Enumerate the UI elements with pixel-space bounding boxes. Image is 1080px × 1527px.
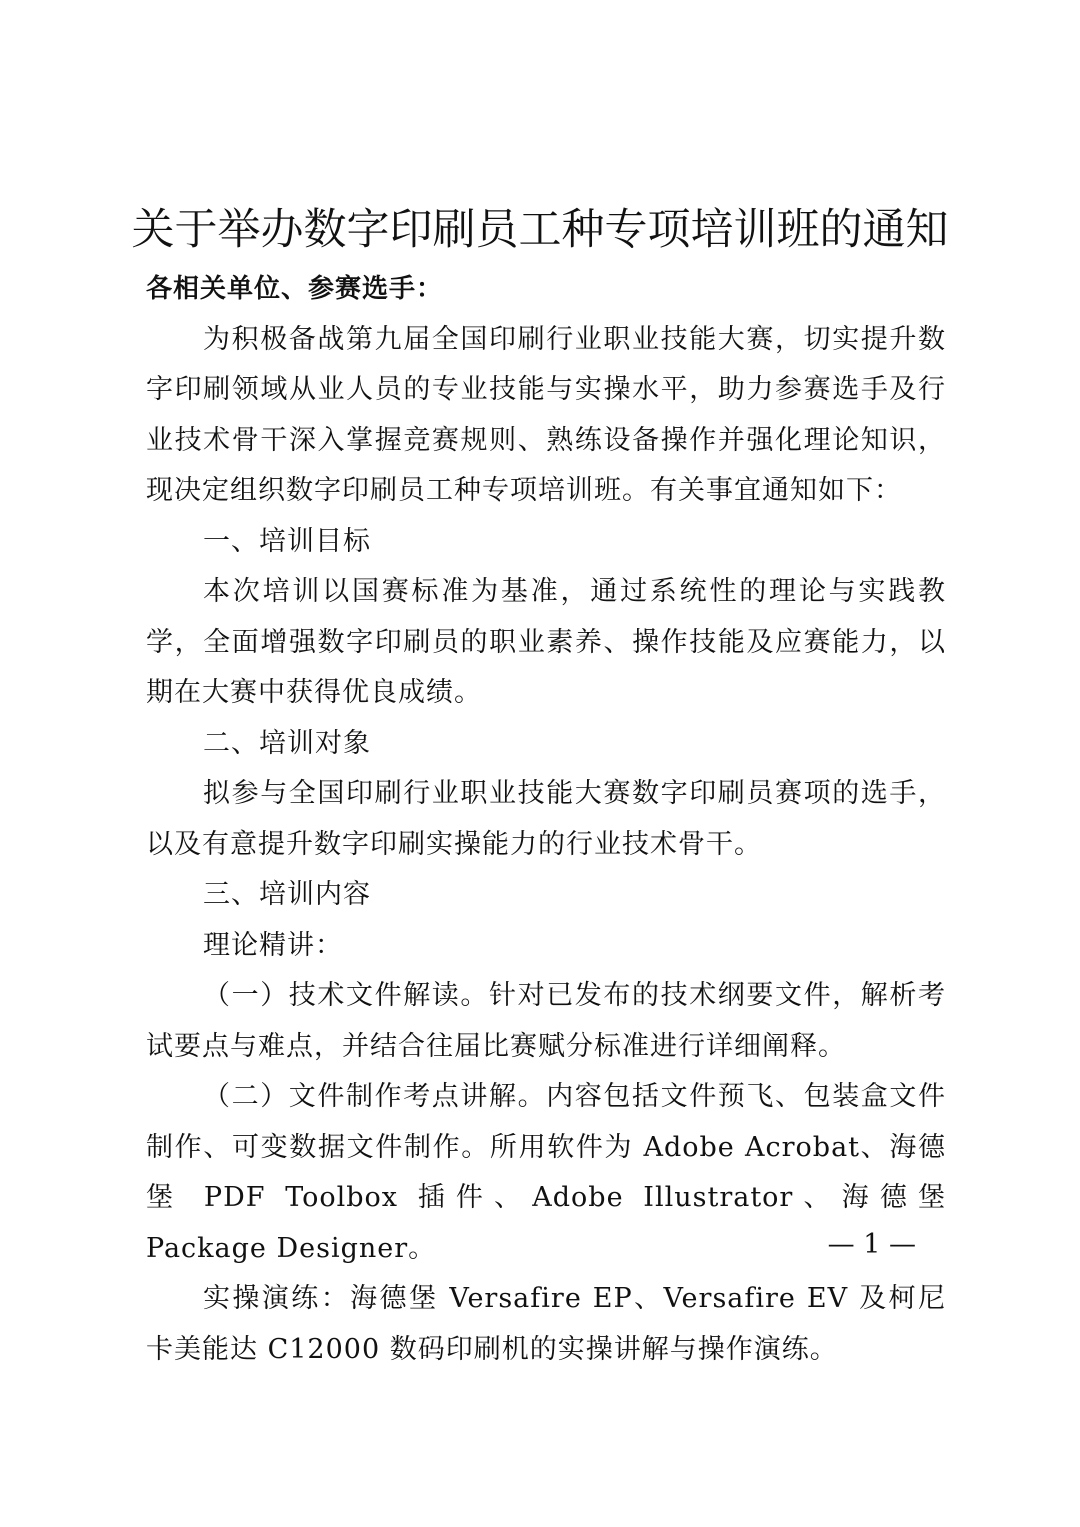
content-item-1 xyxy=(146,971,946,1072)
document-body xyxy=(146,264,946,1375)
section-heading-goal: 一、培训目标 xyxy=(203,525,371,557)
practice-paragraph: 实操演练：海德堡 Versafire EP、Versafire EV 及柯尼卡美能达 C12000 数码印刷机的实操讲解与操作演练。 xyxy=(146,1283,946,1365)
intro-paragraph: 为积极备战第九届全国印刷行业职业技能大赛，切实提升数字印刷领域从业人员的专业技能与实操水平，助力参赛选手及行业技术骨干深入掌握竞赛规则、熟练设备操作并强化理论知识，现决定组织数字印刷员工种专项培训班。有关事宜通知如下： xyxy=(146,323,946,506)
section-heading-content: 三、培训内容 xyxy=(203,879,371,910)
goal-paragraph: 本次培训以国赛标准为基准，通过系统性的理论与实践教学，全面增强数字印刷员的职业素养、操作技能及应赛能力，以期在大赛中获得优良成绩。 xyxy=(146,576,946,708)
section-heading-audience: 二、培训对象 xyxy=(203,727,371,759)
content-item-2 xyxy=(146,1072,946,1274)
audience-paragraph: 拟参与全国印刷行业职业技能大赛数字印刷员赛项的选手，以及有意提升数字印刷实操能力的行业技术骨干。 xyxy=(146,778,946,860)
content-item-1-lead: （一）技术文件解读。 xyxy=(203,980,489,1011)
content-item-2-lead: （二）文件制作考点讲解。 xyxy=(203,1081,547,1112)
document-title: 关于举办数字印刷员工种专项培训班的通知 xyxy=(131,205,949,255)
content-item-1-text: 针对已发布的技术纲要文件，解析考试要点与难点，并结合往届比赛赋分标准进行详细阐释。 xyxy=(146,980,946,1062)
content-item-2-text: 内容包括文件预飞、包装盒文件制作、可变数据文件制作。所用软件为 Adobe Acrobat、海德堡 PDF Toolbox 插件、Adobe Illustrator、海德堡 Package Designer。 xyxy=(146,1081,947,1264)
theory-label: 理论精讲： xyxy=(203,929,343,961)
salutation: 各相关单位、参赛选手： xyxy=(146,274,444,304)
page-number: — 1 — xyxy=(827,1229,916,1260)
